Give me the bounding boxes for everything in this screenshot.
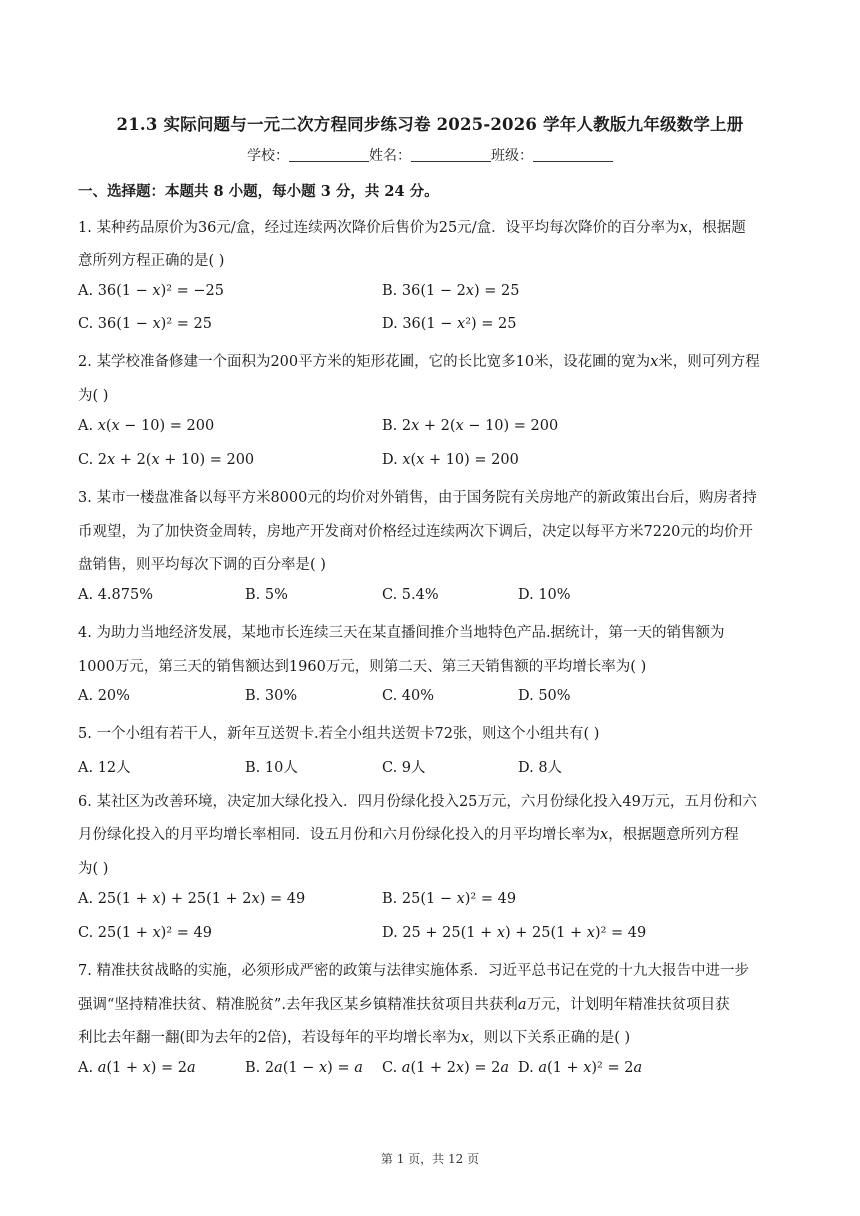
q7-line-3: 利比去年翻一翻(即为去年的2倍)，若设每年的平均增长率为𝑥，则以下关系正确的是( ) [78, 1030, 631, 1046]
q1-option-d: D. 36(1 − 𝑥²) = 25 [382, 316, 517, 332]
q4-line-1: 4. 为助力当地经济发展，某地市长连续三天在某直播间推介当地特色产品.据统计，第一天的销售额为 [78, 625, 725, 641]
q6-option-c: C. 25(1 + 𝑥)² = 49 [78, 925, 212, 941]
q1-line-1: 1. 某种药品原价为36元/盒，经过连续两次降价后售价为25元/盒．设平均每次降价的百分率为𝑥，根据题 [78, 220, 746, 236]
q5-option-d: D. 8人 [518, 760, 563, 776]
q1-option-c: C. 36(1 − 𝑥)² = 25 [78, 316, 212, 332]
page-footer: 第 1 页，共 12 页 [380, 1152, 480, 1166]
q5-option-c: C. 9人 [382, 760, 426, 776]
q2-option-d: D. 𝑥(𝑥 + 10) = 200 [382, 452, 519, 468]
name-label: 姓名： [369, 148, 411, 164]
q6-option-d: D. 25 + 25(1 + 𝑥) + 25(1 + 𝑥)² = 49 [382, 925, 647, 941]
page-title: 21.3 实际问题与一元二次方程同步练习卷 2025-2026 学年人教版九年级数学上册 [116, 115, 744, 134]
q7-option-c: C. 𝑎(1 + 2𝑥) = 2𝑎 [382, 1060, 509, 1076]
student-info-line [0, 145, 860, 165]
q3-line-2: 币观望，为了加快资金周转，房地产开发商对价格经过连续两次下调后，决定以每平方米7220元的均价开 [78, 524, 753, 540]
q2-line-1: 2. 某学校准备修建一个面积为200平方米的矩形花圃，它的长比宽多10米，设花圃的宽为𝑥米，则可列方程 [78, 354, 760, 370]
q4-line-2: 1000万元，第三天的销售额达到1960万元，则第二天、第三天销售额的平均增长率为( ) [78, 659, 647, 675]
q2-option-c: C. 2𝑥 + 2(𝑥 + 10) = 200 [78, 452, 255, 468]
q6-line-3: 为( ) [78, 861, 109, 877]
section-heading: 一、选择题：本题共 8 小题，每小题 3 分，共 24 分。 [78, 183, 439, 200]
q4-option-c: C. 40% [382, 688, 435, 704]
q6-line-2: 月份绿化投入的月平均增长率相同．设五月份和六月份绿化投入的月平均增长率为𝑥，根据题意所列方程 [78, 827, 739, 843]
q1-option-a: A. 36(1 − 𝑥)² = −25 [78, 283, 225, 299]
q6-option-a: A. 25(1 + 𝑥) + 25(1 + 2𝑥) = 49 [78, 891, 306, 907]
q7-option-a: A. 𝑎(1 + 𝑥) = 2𝑎 [78, 1060, 196, 1076]
q2-option-a: A. 𝑥(𝑥 − 10) = 200 [78, 418, 215, 434]
q2-line-2: 为( ) [78, 388, 109, 404]
name-blank[interactable] [411, 147, 491, 162]
q5-option-a: A. 12人 [78, 760, 131, 776]
q3-line-3: 盘销售，则平均每次下调的百分率是( ) [78, 557, 326, 573]
q6-option-b: B. 25(1 − 𝑥)² = 49 [382, 891, 517, 907]
q3-option-c: C. 5.4% [382, 587, 439, 603]
q3-line-1: 3. 某市一楼盘准备以每平方米8000元的均价对外销售，由于国务院有关房地产的新政策出台后，购房者持 [78, 490, 757, 506]
q7-option-b: B. 2𝑎(1 − 𝑥) = 𝑎 [245, 1060, 363, 1076]
q4-option-a: A. 20% [78, 688, 130, 704]
q1-option-b: B. 36(1 − 2𝑥) = 25 [382, 283, 520, 299]
class-blank[interactable] [533, 147, 613, 162]
q1-line-2: 意所列方程正确的是( ) [78, 253, 225, 269]
q4-option-b: B. 30% [245, 688, 298, 704]
q7-line-1: 7. 精准扶贫战略的实施，必须形成严密的政策与法律实施体系．习近平总书记在党的十九大报告中进一步 [78, 963, 749, 979]
q7-line-2: 强调“坚持精准扶贫、精准脱贫”.去年我区某乡镇精准扶贫项目共获利𝑎万元，计划明年精准扶贫项目获 [78, 997, 730, 1013]
q3-option-a: A. 4.875% [78, 587, 153, 603]
q7-option-d: D. 𝑎(1 + 𝑥)² = 2𝑎 [518, 1060, 643, 1076]
q5-line-1: 5. 一个小组有若干人，新年互送贺卡.若全小组共送贺卡72张，则这个小组共有( ) [78, 726, 600, 742]
q4-option-d: D. 50% [518, 688, 571, 704]
school-label: 学校： [247, 148, 289, 164]
q3-option-d: D. 10% [518, 587, 571, 603]
q5-option-b: B. 10人 [245, 760, 298, 776]
school-blank[interactable] [289, 147, 369, 162]
q2-option-b: B. 2𝑥 + 2(𝑥 − 10) = 200 [382, 418, 559, 434]
class-label: 班级： [491, 148, 533, 164]
q6-line-1: 6. 某社区为改善环境，决定加大绿化投入．四月份绿化投入25万元，六月份绿化投入49万元，五月份和六 [78, 794, 757, 810]
q3-option-b: B. 5% [245, 587, 288, 603]
